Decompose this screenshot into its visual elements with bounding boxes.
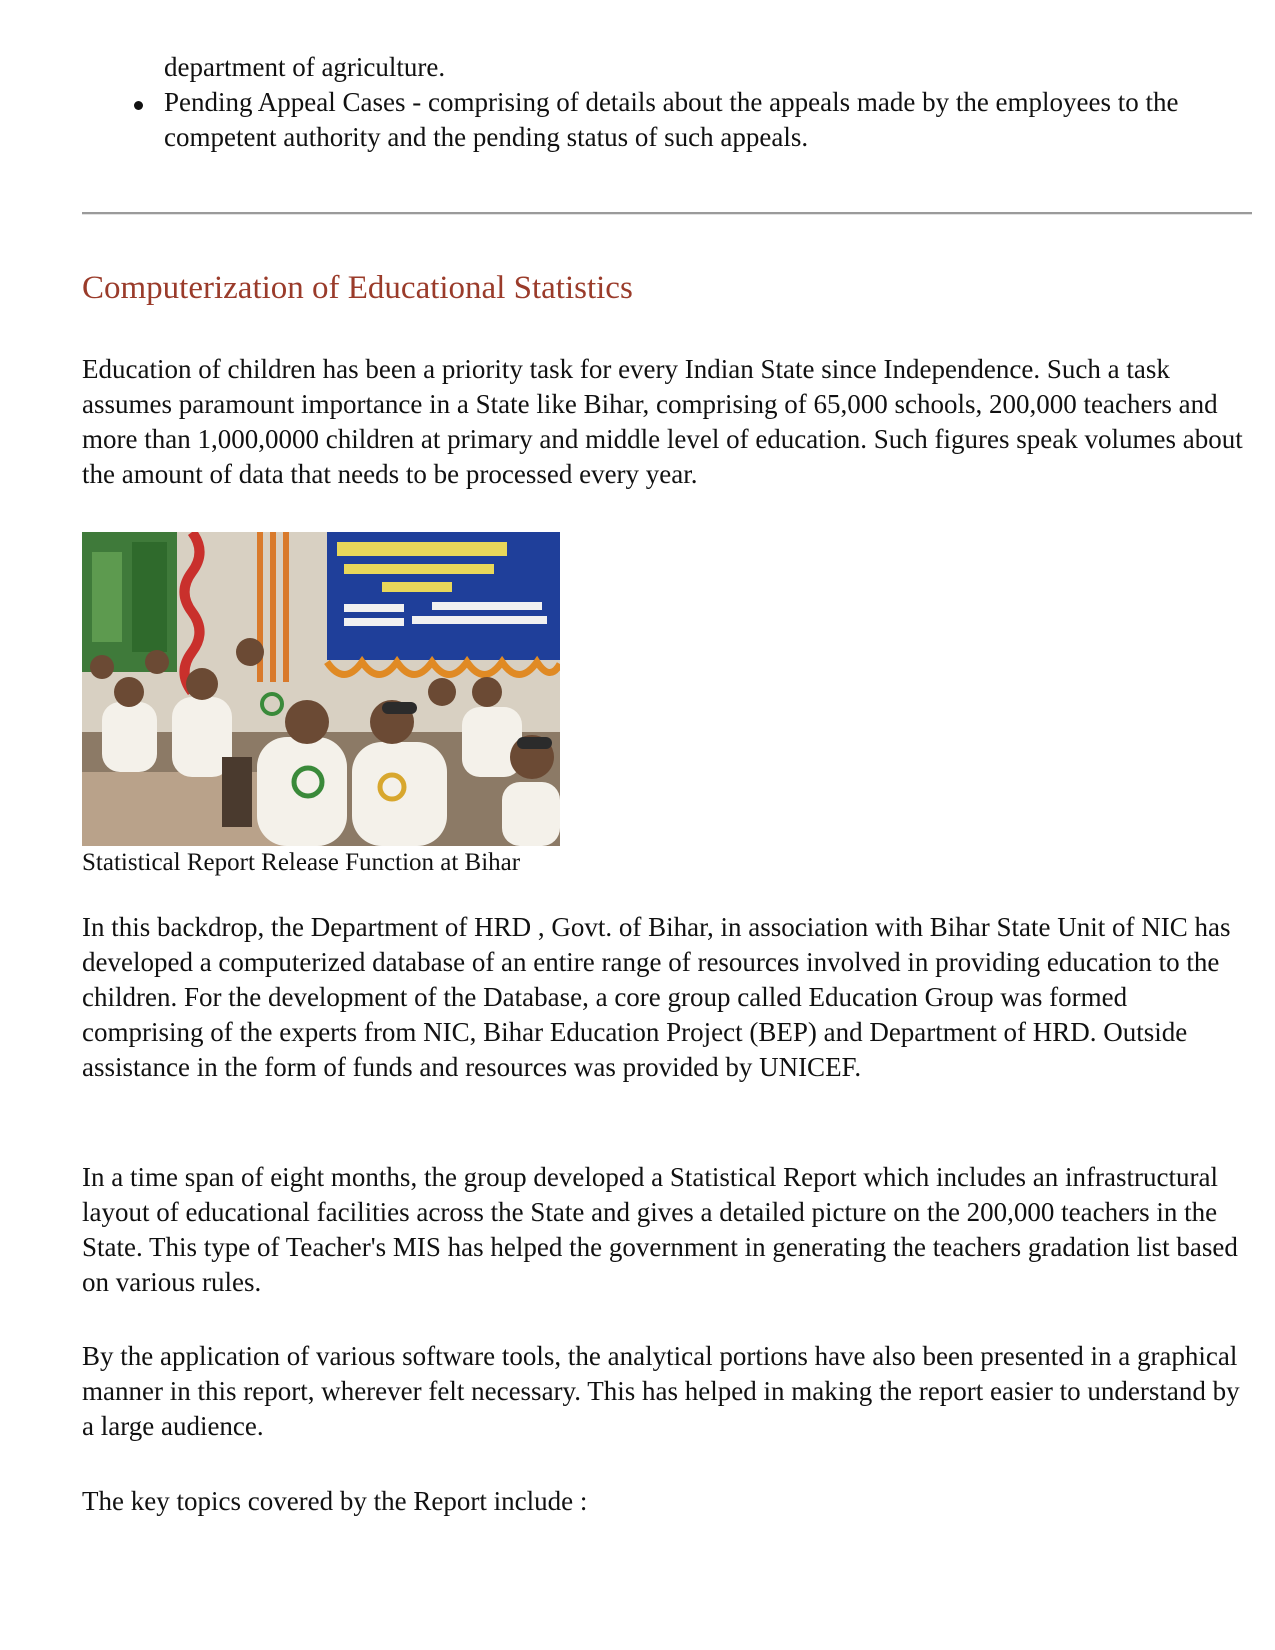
software-tools-paragraph: By the application of various software tools, the analytical portions have also been presented in a graphical manner in this report, wherever felt necessary. This has helped in making the report easier to understand by a large audience.: [82, 1341, 1240, 1441]
horizontal-divider: [82, 212, 1252, 215]
bullet-dot-icon: [134, 101, 143, 110]
intro-paragraph: Education of children has been a priority task for every Indian State since Independence. Such a task assumes paramount importance in a State like Bihar, comprising of 65,000 schools, 200,000 teachers and more than 1,000,0000 children at primary and middle level of education. Such figures speak volumes about the amount of data that needs to be processed every year.: [82, 354, 1243, 489]
bullet-item-text: Pending Appeal Cases - comprising of details about the appeals made by the employees to the competent authority and the pending status of such appeals.: [164, 87, 1179, 152]
event-photo-illustration: [82, 532, 560, 846]
backdrop-paragraph: In this backdrop, the Department of HRD , Govt. of Bihar, in association with Bihar State Unit of NIC has developed a computerized database of an entire range of resources involved in providing education to the children. For the development of the Database, a core group called Education Group was formed comprising of the experts from NIC, Bihar Education Project (BEP) and Department of HRD. Outside assistance in the form of funds and resources was provided by UNICEF.: [82, 912, 1231, 1082]
timespan-paragraph: In a time span of eight months, the group developed a Statistical Report which includes an infrastructural layout of educational facilities across the State and gives a detailed picture on the 200,000 teachers in the State. This type of Teacher's MIS has helped the government in generating the teachers gradation list based on various rules.: [82, 1162, 1238, 1297]
event-photo: [82, 532, 560, 846]
section-heading: Computerization of Educational Statistics: [82, 270, 633, 306]
bullet-item-pending-appeal: [164, 85, 1224, 155]
key-topics-paragraph: The key topics covered by the Report include :: [82, 1486, 588, 1516]
bullet-continuation-text: department of agriculture.: [164, 52, 446, 82]
photo-caption: Statistical Report Release Function at Bihar: [82, 849, 521, 876]
bullet-list: [164, 50, 1224, 155]
